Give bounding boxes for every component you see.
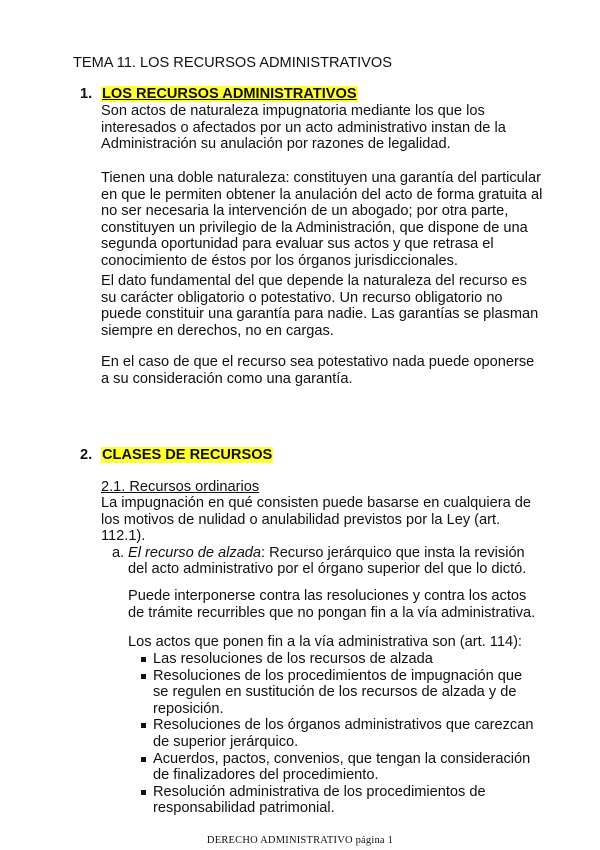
paragraph-interponer <box>128 588 535 621</box>
text-line: Resoluciones de los órganos administrativos que carezcan <box>153 717 534 734</box>
section-2-heading <box>80 447 273 464</box>
section-1-paragraph-2 <box>101 170 541 270</box>
paragraph-actos <box>128 634 522 651</box>
text-line: Son actos de naturaleza impugnatoria mediante los que los <box>101 103 485 119</box>
text-line: los motivos de nulidad o anulabilidad previstos por la Ley (art. <box>101 511 501 528</box>
text-line: no ser necesaria la intervención de un abogado; por otra parte, <box>101 203 509 220</box>
text-line: Administración su anulación por razones de legalidad. <box>101 136 451 153</box>
subsection-2-1-heading: 2.1. Recursos ordinarios <box>101 479 260 495</box>
list-item <box>140 668 533 718</box>
text-line: en que le permiten obtener la anulación del acto de forma gratuita al <box>101 186 543 203</box>
text-line: siempre en derechos, no en cargas. <box>101 322 334 339</box>
text-line: de superior jerárquico. <box>153 733 299 750</box>
list-item-a-line1: : Recurso jerárquico que insta la revisión <box>261 545 525 561</box>
section-1-paragraph-1 <box>101 103 541 153</box>
list-item-a-continuation <box>128 561 526 578</box>
text-line: En el caso de que el recurso sea potestativo nada puede oponerse <box>101 354 535 370</box>
text-line: de trámite recurribles que no pongan fin a la vía administrativa. <box>128 604 536 621</box>
section-1-title: LOS RECURSOS ADMINISTRATIVOS <box>102 86 357 102</box>
text-line: Resolución administrativa de los procedimientos de <box>153 783 486 800</box>
bullet-square-icon <box>141 790 146 795</box>
bullet-list <box>140 651 533 817</box>
section-1-paragraph-4 <box>101 354 541 387</box>
text-line: Puede interponerse contra las resoluciones y contra los actos <box>128 588 527 604</box>
text-line: segunda oportunidad para evaluar sus actos y que retrasa el <box>101 236 494 253</box>
section-1-number: 1. <box>80 86 93 102</box>
text-line: conocimiento de éstos por los órganos jurisdiccionales. <box>101 252 458 269</box>
text-line: Las resoluciones de los recursos de alzada <box>153 651 433 667</box>
section-2-title: CLASES DE RECURSOS <box>102 447 273 463</box>
list-item <box>140 651 533 668</box>
text-line: Tienen una doble naturaleza: constituyen una garantía del particular <box>101 170 541 186</box>
bullet-square-icon <box>141 757 146 762</box>
text-line: Resoluciones de los procedimientos de impugnación que <box>153 667 523 684</box>
text-line: 112.1). <box>101 528 146 545</box>
text-line: Acuerdos, pactos, convenios, que tengan la consideración <box>153 750 531 767</box>
text-line: Los actos que ponen fin a la vía administrativa son (art. 114): <box>128 634 522 650</box>
text-line: La impugnación en qué consisten puede basarse en cualquiera de <box>101 495 532 511</box>
list-item <box>140 717 533 750</box>
text-line: puede constituir una garantía para nadie. Las garantías se plasman <box>101 306 539 323</box>
list-item <box>140 751 533 784</box>
text-line: del acto administrativo por el órgano superior del que lo dictó. <box>128 561 527 577</box>
text-line: interesados o afectados por un acto administrativo instan de la <box>101 119 506 136</box>
bullet-square-icon <box>141 723 146 728</box>
section-1-heading <box>80 86 358 103</box>
bullet-square-icon <box>141 657 146 662</box>
text-line: se regulen en sustitución de los recursos de alzada y de <box>153 684 517 701</box>
list-item-a-label: a. <box>112 545 125 561</box>
recurso-alzada-term: El recurso de alzada <box>128 545 262 561</box>
text-line: a su consideración como una garantía. <box>101 370 353 387</box>
text-line: El dato fundamental del que depende la naturaleza del recurso es <box>101 273 527 289</box>
page-footer: DERECHO ADMINISTRATIVO página 1 <box>206 835 394 846</box>
section-2-number: 2. <box>80 447 93 463</box>
section-2-intro <box>101 495 541 545</box>
bullet-square-icon <box>141 674 146 679</box>
section-1-paragraph-3 <box>101 273 541 339</box>
list-item-a-text <box>128 545 525 562</box>
list-item <box>140 784 533 817</box>
text-line: responsabilidad patrimonial. <box>153 800 335 817</box>
page-title: TEMA 11. LOS RECURSOS ADMINISTRATIVOS <box>73 55 392 71</box>
text-line: de finalizadores del procedimiento. <box>153 767 379 784</box>
text-line: reposición. <box>153 700 224 717</box>
text-line: constituyen un privilegio de la Administración, que dispone de una <box>101 219 528 236</box>
text-line: su carácter obligatorio o potestativo. Un recurso obligatorio no <box>101 289 503 306</box>
